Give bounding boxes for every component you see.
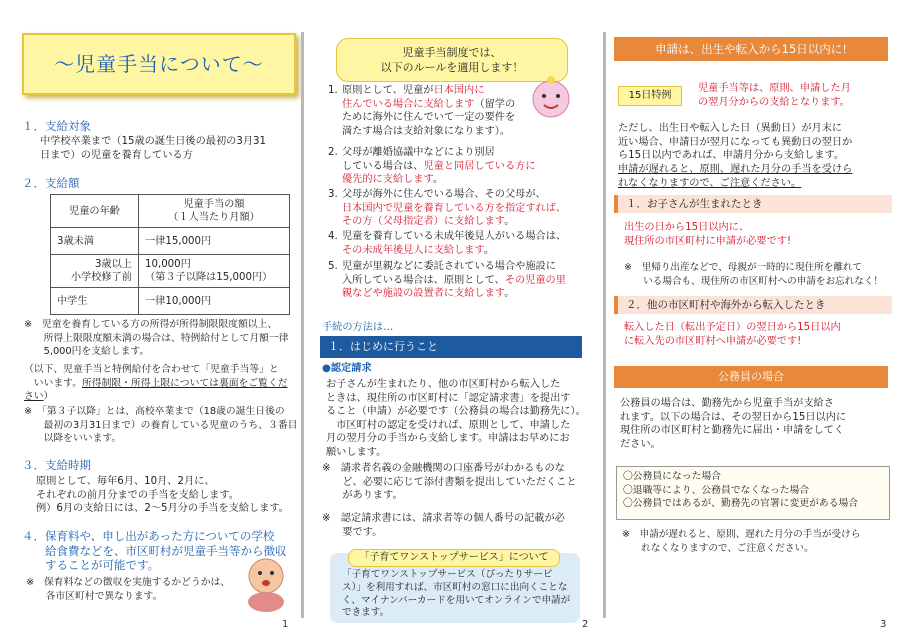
section-1-body: 中学校卒業まで（15歳の誕生日後の最初の3月31 日まで）の児童を養育している方 <box>40 136 266 161</box>
rule-item <box>328 230 590 257</box>
rule-emphasis: その児童の里 親などや施設の設置者に支給します <box>342 274 566 300</box>
page-title-box <box>22 33 296 95</box>
civil-servant-case: 〇公務員ではあるが、勤務先の官署に変更がある場合 <box>623 498 859 510</box>
rule-fragment: 原則として、児童が <box>342 85 434 96</box>
rule-emphasis: その未成年後見人に支給します <box>342 244 484 256</box>
page-number: 3 <box>880 619 887 630</box>
section-3-body: 原則として、毎年6月、10月、2月に、 それぞれの前月分までの手当を支給します。 <box>36 476 239 501</box>
rule-number: 1. <box>328 85 338 96</box>
rule-text <box>342 146 590 187</box>
rule-text <box>342 230 590 257</box>
special-rule-tag <box>618 86 682 106</box>
table-row <box>51 255 290 288</box>
rule-number: 2. <box>328 147 338 158</box>
deadline-banner <box>614 37 888 61</box>
rule-emphasis: 日本国内で児童を養育している方を指定すれば、 その方（父母指定者）に支給します <box>342 202 567 228</box>
left-page <box>0 0 300 636</box>
rule-fragment: 。 <box>504 288 515 300</box>
rule-bubble-text: 児童手当制度では、 以下のルールを適用します！ <box>380 46 524 74</box>
rule-number: 3. <box>328 189 338 200</box>
civil-servant-body: 公務員の場合は、勤務先から児童手当が支給さ れます。以下の場合は、その翌日から15日以内に 現住所の市区町村と勤務先に届出・申請をしてく ださい。 <box>620 398 847 450</box>
definition-note-text: （以下、児童手当と特例給付を合わせて「児童手当等」と いいます。 <box>24 364 279 389</box>
table-header: 児童の年齢 <box>51 195 139 228</box>
nintei-title: ●認定請求 <box>322 363 372 374</box>
rule-emphasis: 日本国内に 住んでいる場合に支給します <box>342 85 485 110</box>
middle-page <box>306 0 602 636</box>
bank-account-note: ※ 請求者名義の金融機関の口座番号がわかるものな ど、必要に応じて添付書類を提出していただくこと があります。 <box>322 463 577 502</box>
column-divider <box>603 32 606 618</box>
section-4-note: ※ 保育料などの徴収を実施するかどうかは、 各市区町村で異なります。 <box>26 577 231 602</box>
rule-fragment: 父母が海外に住んでいる場合、その父母が、 <box>342 189 546 200</box>
table-cell: 一律15,000円 <box>139 228 290 255</box>
nintei-body: お子さんが生まれたり、他の市区町村から転入した ときは、現住所の市区町村に「認定請求書」を提出す ること（申請）が必要です（公務員の場合は勤務先に）。 市区町村の認定を受ければ、原則として、申請した 月の翌月分の手当から支給します。申請はお早めにお 願いします。 <box>326 379 586 458</box>
rule-fragment: 。 <box>432 174 444 186</box>
column-divider <box>301 32 304 618</box>
table-row <box>51 288 290 315</box>
rule-item <box>328 260 590 301</box>
my-number-note: ※ 認定請求書には、請求者等の個人番号の記載が必 要です。 <box>322 513 565 538</box>
definition-note-end: ） <box>43 391 54 403</box>
page-number: 2 <box>582 619 589 630</box>
civil-servant-cases-box <box>616 466 890 520</box>
onestop-title-box <box>348 549 560 567</box>
rule-item <box>328 188 590 229</box>
table-cell: 3歳以上 小学校修了前 <box>51 255 139 288</box>
third-child-note: ※ 「第３子以降」とは、高校卒業まで（18歳の誕生日後の 最初の3月31日まで）の養育している児童のうち、３番目 以降をいいます。 <box>24 406 298 445</box>
step-1-title: １．はじめに行うこと <box>328 340 438 353</box>
case-1-text: 出生の日から15日以内に、 現住所の市区町村に申請が必要です! <box>624 222 792 247</box>
section-1-heading: １．支給対象 <box>22 119 91 133</box>
special-rule-text: 児童手当等は、原則、申請した月 の翌月分からの支給となります。 <box>698 83 851 108</box>
rule-fragment: 児童を養育している未成年後見人がいる場合は、 <box>342 231 567 242</box>
case-2-text: 転入した日（転出予定日）の翌日から15日以内 に転入先の市区町村へ申請が必要です! <box>624 322 841 347</box>
rule-text <box>342 188 590 229</box>
late-application-warning: 申請が遅れると、原則、遅れた月分の手当を受けら れなくなりますので、ご注意ください。 <box>618 164 853 189</box>
case-2-title: ２．他の市区町村や海外から転入したとき <box>626 299 826 311</box>
section-3-heading: ３．支給時期 <box>22 458 91 472</box>
case-1-banner <box>614 195 892 213</box>
rule-text <box>342 260 590 301</box>
civil-servant-title: 公務員の場合 <box>718 370 784 383</box>
table-cell: 3歳未満 <box>51 228 139 255</box>
case-1-note: ※ 里帰り出産などで、母親が一時的に現住所を離れて いる場合も、現住所の市区町村への申請をお忘れなく！ <box>624 262 884 287</box>
onestop-box <box>330 553 580 623</box>
rule-item <box>328 84 590 138</box>
see-reverse-link[interactable]: 所得制限・所得上限については裏面をご覧くだ さい <box>24 377 288 403</box>
special-rule-tag-text: 15日特例 <box>628 90 672 101</box>
rule-number: 5. <box>328 261 338 272</box>
onestop-body: 「子育てワンストップサービス（ぴったりサービ ス）」を利用すれば、市区町村の窓口に出向くことな く、マイナンバーカードを用いてオンラインで申請が できます。 <box>342 569 571 619</box>
civil-servant-note: ※ 申請が遅れると、原則、遅れた月分の手当が受けら れなくなりますので、ご注意ください。 <box>622 529 861 554</box>
rule-fragment: 父母が離婚協議中などにより別居 している場合は、 <box>342 147 495 172</box>
table-cell: 中学生 <box>51 288 139 315</box>
rule-text <box>342 84 590 138</box>
rule-emphasis: 児童と同居している方に 優先的に支給します <box>342 160 536 186</box>
table-header: 児童手当の額 （１人当たり月額） <box>139 195 290 228</box>
deadline-banner-text: 申請は、出生や転入から15日以内に! <box>655 42 847 56</box>
income-note: ※ 児童を養育している方の所得が所得制限限度額以上、 所得上限限度額未満の場合は、特例給付として月額一律 5,000円を支給します。 <box>24 319 289 358</box>
case-2-banner <box>614 296 892 314</box>
rule-fragment: 。 <box>483 244 494 256</box>
procedure-label: 手続の方法は… <box>322 322 394 333</box>
rule-fragment: 児童が里親などに委託されている場合や施設に 入所している場合は、原則として、 <box>342 261 556 286</box>
case-1-title: １．お子さんが生まれたとき <box>626 198 763 210</box>
person-illustration <box>244 552 288 612</box>
section-4-heading: ４．保育料や、申し出があった方についての学校 給食費などを、市区町村が児童手当等から徴収 することが可能です。 <box>22 529 287 572</box>
section-2-heading: ２．支給額 <box>22 176 80 190</box>
page-title: ～児童手当について～ <box>54 52 264 76</box>
right-page <box>610 0 900 636</box>
civil-servant-banner <box>614 366 888 388</box>
table-cell: 一律10,000円 <box>139 288 290 315</box>
amount-table <box>50 194 290 315</box>
rule-number: 4. <box>328 231 338 242</box>
civil-servant-case: 〇公務員になった場合 <box>623 471 721 482</box>
special-rule-body: ただし、出生日や転入した日（異動日）が月末に 近い場合、申請日が翌月になっても異動日の翌日か ら15日以内であれば、申請月分から支給します。 <box>618 123 853 162</box>
step-1-banner <box>320 336 582 358</box>
rule-item <box>328 146 590 187</box>
civil-servant-case: 〇退職等により、公務員でなくなった場合 <box>623 484 810 496</box>
onestop-title: 「子育てワンストップサービス」について <box>359 552 549 563</box>
table-row <box>51 228 290 255</box>
section-3-example: 例）6月の支給日には、2～5月分の手当を支給します。 <box>36 503 289 514</box>
definition-note <box>24 363 294 404</box>
table-header-row <box>51 195 290 228</box>
page-number: 1 <box>282 619 289 630</box>
table-cell: 10,000円 （第３子以降は15,000円） <box>139 255 290 288</box>
rule-fragment: 。 <box>504 216 515 228</box>
rule-fragment: （留学の ために海外に住んでいて一定の要件を 満たす場合は支給対象になります）。 <box>342 98 516 137</box>
